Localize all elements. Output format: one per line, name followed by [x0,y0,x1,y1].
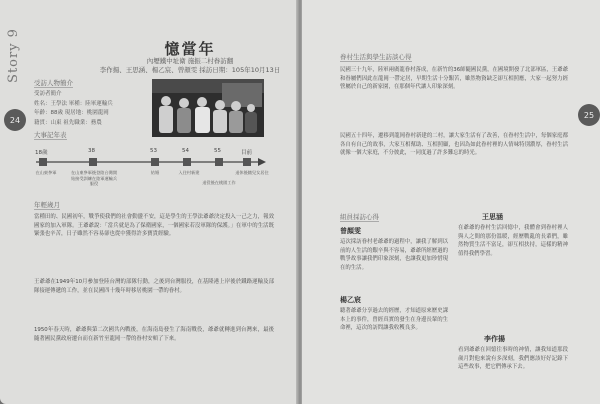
timeline-year: 54 [182,148,189,154]
section-reflections: 組員採訪心得 [340,213,379,221]
timeline-event: 在山東參軍後登陸台灣開始接受訓練在陸軍運輸兵服役 [70,170,118,186]
section-story: 年輕歲月 [34,201,60,209]
page-subtitle [70,57,298,75]
info-line: 籍貫：山東 祖先職業：務農 [34,119,102,126]
intro-paragraph: 民國三十九年，陸軍兩廣龍眷村落成，在新竹的36師隨國民黨，在國境開發了北部軍區，王爺爺和眷屬們因此在龍岡一帶定居，早期生活十分艱苦，雖然物資缺乏卻互相照應，大家一起努力經營屬於自己的新家園，在那個年代讓人印象深刻。 [340,67,568,91]
page-number-right: 25 [578,104,600,126]
right-page [302,0,600,404]
timeline-event: 入住村新建 [178,170,200,175]
story-paragraph: 當種田的、民國初年，戰爭使我們的社會動盪不安，這是學生的王學法爺爺決定投入一己之力，報效國家的加入軍隊。王爺爺說：「當兵就是為了保衛國家，一個國家若沒軍隊的保護。」在軍中的生活既緊張也辛苦，日子雖然不容易卻也從中獲得許多寶貴經驗。 [34,214,274,238]
interviewee-info [34,90,152,128]
timeline-event: 在山東參軍 [35,170,57,175]
section-timeline: 大事記年表 [34,131,67,139]
timeline-year: 目前 [241,150,253,156]
page-number-left: 24 [4,109,26,131]
reflection-name: 曾顏雯 [340,227,361,235]
reflection-name: 王思涵 [482,213,503,221]
timeline [30,146,270,196]
info-line: 姓名：王學法 軍種：陸軍運輸兵 [34,100,113,107]
reflection-name: 李作揚 [484,335,505,343]
timeline-event: 退休後隨兒女居住 [235,170,269,175]
page-title: 憶當年 [164,40,216,58]
story-paragraph: 1950年春天時，爺爺與第二次國共內戰後，在海南島發生了海南戰役，爺爺就轉進到台灣來，最後隨著國民黨政府遷台而在新竹至龍岡一帶的眷村安頓了下來。 [34,327,274,342]
intro-paragraph: 民國五十四年，遷移到龍岡眷村新建的二村，讓大家生活有了改善，在眷村生活中，每個家庭都各自有自己的故事，大家互相幫助、互相照顧，也因為如此眷村裡的人情味特別濃厚，眷村生活就像一個大家庭，不分彼此，一同度過了許多難忘的時光。 [340,133,568,157]
reflection-text: 這次採訪眷村老爺爺的過程中，讓我了解到以前的人生活的艱辛與不容易，爺爺所經歷過的戰爭故事讓我們印象深刻，也讓我更加珍惜現在的生活。 [340,239,448,271]
info-line: 受訪者簡介 [34,91,62,97]
reflection-text: 聽著爺爺分享過去的經歷，才知道原來歷史課本上的事件，曾經真實的發生在身邊長輩的生命裡，這次的訪問讓我收穫良多。 [340,308,448,332]
story-label: Story 9 [5,28,21,83]
group-photo [152,79,264,137]
reflection-text: 看到爺爺在回憶往事時的神情，讓我知道那段歲月對他來說有多深刻，我們應該好好記錄下這些故事，把它們傳承下去。 [458,347,568,371]
subtitle-line-1: 內壢鐵中址衛 施振二村眷訪翻 [146,57,234,65]
timeline-event: 結婚 [150,170,160,175]
section-intro: 眷村生活與學生訪談心得 [340,53,412,61]
reflection-text: 在爺爺的眷村生活回憶中，我體會到眷村裡人與人之間的那份溫暖，經歷戰亂的長輩們，雖然物質生活不富足，卻互相扶持，這樣的精神值得我們學習。 [458,225,568,257]
timeline-year: 38 [88,148,95,154]
timeline-event: 退役後在桃園工作 [202,180,236,185]
left-page [0,0,298,404]
timeline-year: 53 [150,148,157,154]
subtitle-line-2: 李作揚、王思涵、楊乙宸、曾顏雯 採訪日期：105年10月13日 [99,66,281,74]
timeline-year: 55 [214,148,221,154]
timeline-year: 18歲 [35,150,48,156]
reflection-name: 楊乙宸 [340,296,361,304]
info-line: 年齡：88歲 現居地：桃園龍岡 [34,110,109,116]
story-paragraph: 王爺爺在1949年10月參加登陸台灣的部隊行動，之後到台灣服役，在基隆港上岸後於鐵路運輸及部隊接運傳遞的工作，並在民國四十幾年時移居桃園一帶的眷村。 [34,279,274,294]
section-interviewee: 受訪人物簡介 [34,79,73,87]
